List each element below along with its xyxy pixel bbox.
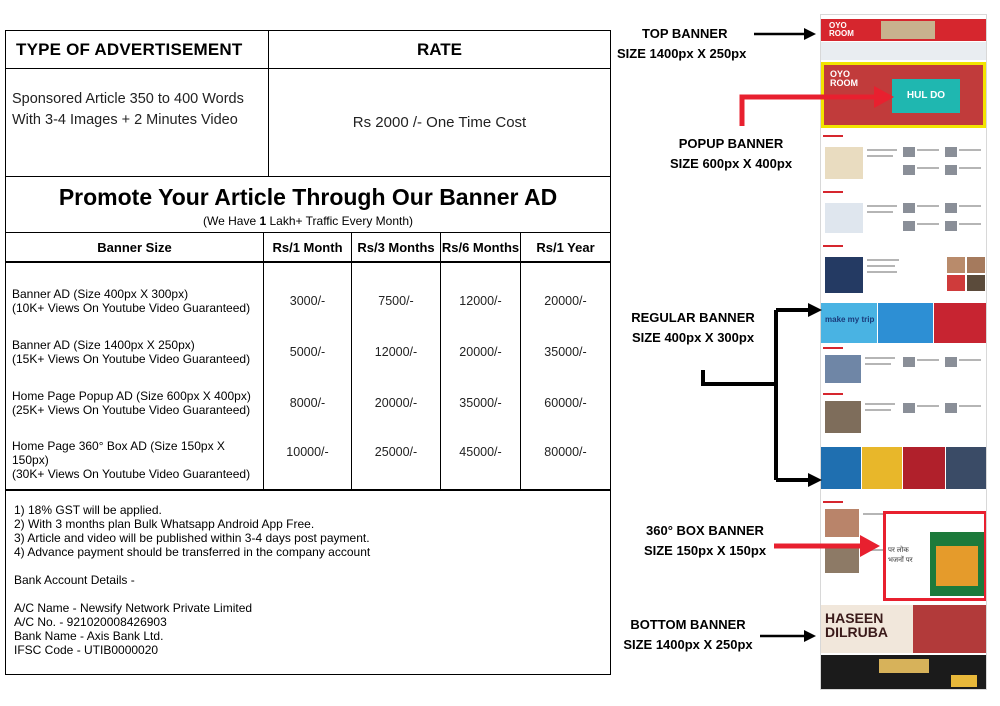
bank-account-number: A/C No. - 921020008426903 [14, 615, 167, 629]
price-cell: 12000/- [459, 294, 502, 308]
col-6-months: Rs/6 Months [441, 233, 521, 261]
bank-name: Bank Name - Axis Bank Ltd. [14, 629, 164, 643]
mockup-bottom-line-2: DILRUBA [825, 624, 888, 640]
promo-sub-after: Lakh+ Traffic Every Month) [266, 214, 413, 228]
bottom-banner-title: BOTTOM BANNER [630, 617, 746, 632]
price-cell: 80000/- [544, 445, 587, 459]
price-cell: 20000/- [374, 396, 418, 410]
mockup-top-logo: OYO ROOM [829, 21, 854, 38]
arrow-right-icon [754, 28, 816, 40]
arrow-right-icon [760, 630, 816, 642]
banner-name: Banner AD (Size 400px X 300px) [12, 287, 189, 301]
price-cell: 35000/- [544, 345, 587, 359]
mockup-box-text-1: पर लोक [888, 547, 909, 554]
banner-views: (25K+ Views On Youtube Video Guaranteed) [12, 403, 251, 417]
price-cell: 3000/- [289, 294, 326, 308]
mockup-regular-logo: make my trip [825, 315, 875, 324]
price-cell: 10000/- [286, 445, 329, 459]
top-banner-size: SIZE 1400px X 250px [617, 46, 747, 61]
col-1-month: Rs/1 Month [264, 233, 352, 261]
note-item: 2) With 3 months plan Bulk Whatsapp Android App Free. [14, 517, 315, 531]
promo-sub-before: (We Have [203, 214, 260, 228]
banner-name: Banner AD (Size 1400px X 250px) [12, 338, 195, 352]
note-item: 4) Advance payment should be transferred in the company account [14, 545, 371, 559]
red-arrow-icon [774, 535, 880, 557]
regular-banner-title: REGULAR BANNER [631, 310, 755, 325]
price-cell: 45000/- [459, 445, 502, 459]
type-header: TYPE OF ADVERTISEMENT [6, 31, 269, 68]
promo-sub-bold: 1 [259, 214, 267, 228]
note-item: 1) 18% GST will be applied. [14, 503, 162, 517]
price-cell: 7500/- [378, 294, 414, 308]
mockup-box-text-2: भजनों पर [888, 557, 913, 564]
red-arrow-icon [742, 86, 894, 126]
box-banner-title: 360° BOX BANNER [646, 523, 764, 538]
price-cell: 25000/- [374, 445, 418, 459]
box-banner-size: SIZE 150px X 150px [643, 543, 767, 558]
price-cell: 5000/- [289, 345, 326, 359]
rate-header: RATE [416, 39, 462, 59]
price-cell: 8000/- [289, 396, 326, 410]
note-item: 3) Article and video will be published within 3-4 days post payment. [14, 531, 370, 545]
bank-account-name: A/C Name - Newsify Network Private Limited [14, 601, 253, 615]
price-cell: 60000/- [544, 396, 587, 410]
top-banner-title: TOP BANNER [642, 26, 728, 41]
bank-heading: Bank Account Details - [14, 573, 135, 587]
popup-banner-title: POPUP BANNER [678, 136, 784, 151]
sponsored-line-1: Sponsored Article 350 to 400 Words [12, 91, 244, 107]
col-3-months: Rs/3 Months [352, 233, 441, 261]
mockup-popup-text: HUL DO [892, 79, 960, 113]
price-cell: 20000/- [544, 294, 587, 308]
price-cell: 20000/- [459, 345, 502, 359]
bank-ifsc: IFSC Code - UTIB0000020 [14, 643, 159, 657]
bottom-banner-size: SIZE 1400px X 250px [623, 637, 753, 652]
banner-views: (30K+ Views On Youtube Video Guaranteed) [12, 467, 251, 481]
sponsored-rate: Rs 2000 /- One Time Cost [352, 114, 527, 131]
mockup-popup-logo: OYO ROOM [830, 69, 858, 88]
regular-banner-size: SIZE 400px X 300px [631, 330, 755, 345]
col-banner-size: Banner Size [6, 233, 264, 261]
col-1-year: Rs/1 Year [536, 239, 595, 255]
promo-title: Promote Your Article Through Our Banner AD [58, 184, 558, 210]
bracket-arrow-icon [703, 303, 822, 487]
price-cell: 12000/- [374, 345, 418, 359]
sponsored-line-2: With 3-4 Images + 2 Minutes Video [12, 112, 238, 128]
popup-banner-size: SIZE 600px X 400px [669, 156, 793, 171]
banner-name: Home Page 360° Box AD (Size 150px X 150px) [12, 439, 225, 467]
banner-views: (15K+ Views On Youtube Video Guaranteed) [12, 352, 251, 366]
banner-name: Home Page Popup AD (Size 600px X 400px) [12, 389, 251, 403]
price-cell: 35000/- [459, 396, 502, 410]
mockup-bottom-line-1: HASEEN [825, 610, 884, 626]
banner-views: (10K+ Views On Youtube Video Guaranteed) [12, 301, 251, 315]
